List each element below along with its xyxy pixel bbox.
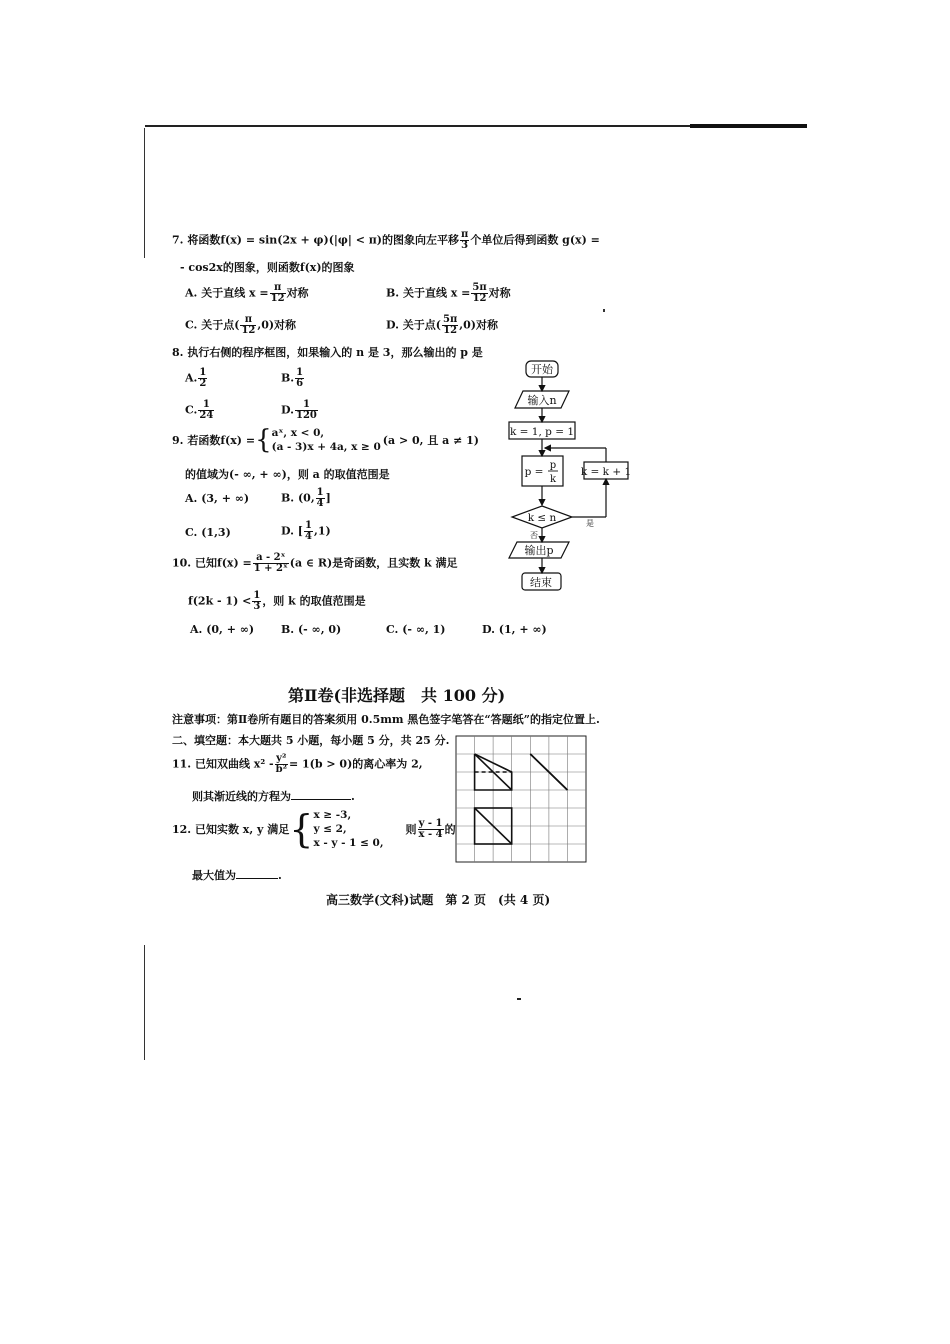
q9-line2: 的值域为(- ∞, + ∞)，则 a 的取值范围是 xyxy=(185,468,390,481)
left-rule-upper xyxy=(144,128,145,258)
q9-brace: { xyxy=(255,425,272,455)
q7-line1: 7. 将函数f(x) = sin(2x + φ)(|φ| < π)的图象向左平移 $\frac{\pi}{3}$ 个单位后得到函数 g(x) = xyxy=(172,229,600,251)
flow-end-label: 结束 xyxy=(530,576,552,589)
flow-increment-label: k = k + 1 xyxy=(580,466,632,478)
q10-stem: 10. 已知f(x) = $\frac{\text{a - 2ˣ}}{\text{1 + 2ˣ}}$ (a ∈ R)是奇函数，且实数 k 满足 xyxy=(172,552,458,574)
q7-option-b: B. 关于直线 x = $\frac{5\pi}{12}$ 对称 xyxy=(386,282,511,304)
q9-option-a: A. (3, + ∞) xyxy=(185,492,250,505)
left-rule-lower xyxy=(144,945,145,1060)
flow-assign-pre: p = xyxy=(524,466,544,478)
q8-option-d: D. $\frac{1}{120}$ xyxy=(281,399,317,421)
three-view-figure xyxy=(455,735,588,865)
q7-option-a: A. 关于直线 x = $\frac{\pi}{12}$ 对称 xyxy=(185,282,309,304)
part2-section-heading: 二、填空题：本大题共 5 小题，每小题 5 分，共 25 分. xyxy=(172,734,450,747)
flow-init-label: k = 1, p = 1 xyxy=(509,426,575,438)
part2-notice: 注意事项：第Ⅱ卷所有题目的答案须用 0.5mm 黑色签字笔答在“答题纸”的指定位置上. xyxy=(172,713,600,726)
q9-option-c: C. (1,3) xyxy=(185,526,231,539)
scan-speck xyxy=(603,309,605,312)
q8-option-b: B. $\frac{1}{6}$ xyxy=(281,367,304,389)
q8-option-c: C. $\frac{1}{24}$ xyxy=(185,399,214,421)
flow-start-label: 开始 xyxy=(531,363,553,376)
q12-constraints: x ≥ -3, y ≤ 2, x - y - 1 ≤ 0, xyxy=(313,809,384,849)
q7-option-d: D. 关于点( $\frac{5\pi}{12}$ ,0)对称 xyxy=(386,314,498,336)
q7-option-c: C. 关于点( $\frac{\pi}{12}$ ,0)对称 xyxy=(185,314,297,336)
q12-brace: { xyxy=(289,807,314,851)
q9-option-d: D. [ $\frac{1}{4}$ ,1) xyxy=(281,520,331,542)
q12-answer-blank[interactable] xyxy=(236,878,278,879)
q7-line2: - cos2x的图象，则函数f(x)的图象 xyxy=(180,261,355,274)
part2-title: 第Ⅱ卷(非选择题 共 100 分) xyxy=(288,686,506,705)
flow-yes-label: 是 xyxy=(586,519,594,528)
flow-no-label: 否 xyxy=(530,531,538,540)
q12-stem: 12. 已知实数 x, y 满足{x ≥ -3, y ≤ 2, x - y - 1 ≤ 0,则 $\frac{y - 1}{x - 4}$ 的 xyxy=(172,807,456,851)
q8-option-a: A. $\frac{1}{2}$ xyxy=(185,367,207,389)
q8-stem: 8. 执行右侧的程序框图，如果输入的 n 是 3，那么输出的 p 是 xyxy=(172,346,483,359)
q11-answer-blank[interactable] xyxy=(291,799,351,800)
q7-shift-fraction: $\frac{\pi}{3}$ xyxy=(461,229,469,251)
flow-decision-label: k ≤ n xyxy=(527,512,557,524)
q10-option-b: B. (- ∞, 0) xyxy=(281,623,342,636)
page-footer: 高三数学(文科)试题 第 2 页 (共 4 页) xyxy=(326,893,551,907)
q11-line2: 则其渐近线的方程为 . xyxy=(192,790,355,803)
flow-assign-num: p xyxy=(549,460,557,471)
flow-input-label: 输入n xyxy=(527,394,557,407)
q10-option-d: D. (1, + ∞) xyxy=(482,623,547,636)
flow-output-label: 输出p xyxy=(524,544,554,557)
q9-option-b: B. (0, $\frac{1}{4}$ ] xyxy=(281,487,331,509)
q10-option-c: C. (- ∞, 1) xyxy=(386,623,446,636)
q11-stem: 11. 已知双曲线 x² - $\frac{\text{y²}}{\text{b²}}$ = 1(b > 0)的离心率为 2, xyxy=(172,753,423,775)
q12-line2: 最大值为 . xyxy=(192,869,282,882)
top-rule-thick xyxy=(690,124,807,128)
flowchart xyxy=(495,355,640,600)
scan-speck xyxy=(517,998,521,1000)
q9-stem: 9. 若函数f(x) ={aˣ, x < 0, (a - 3)x + 4a, x ≥ 0 (a > 0, 且 a ≠ 1) xyxy=(172,425,480,455)
flow-assign-den: k xyxy=(549,474,557,485)
q9-piecewise: aˣ, x < 0, (a - 3)x + 4a, x ≥ 0 xyxy=(271,427,381,453)
q10-line2: f(2k - 1) < $\frac{1}{3}$ ，则 k 的取值范围是 xyxy=(188,590,366,612)
q10-option-a: A. (0, + ∞) xyxy=(190,623,255,636)
